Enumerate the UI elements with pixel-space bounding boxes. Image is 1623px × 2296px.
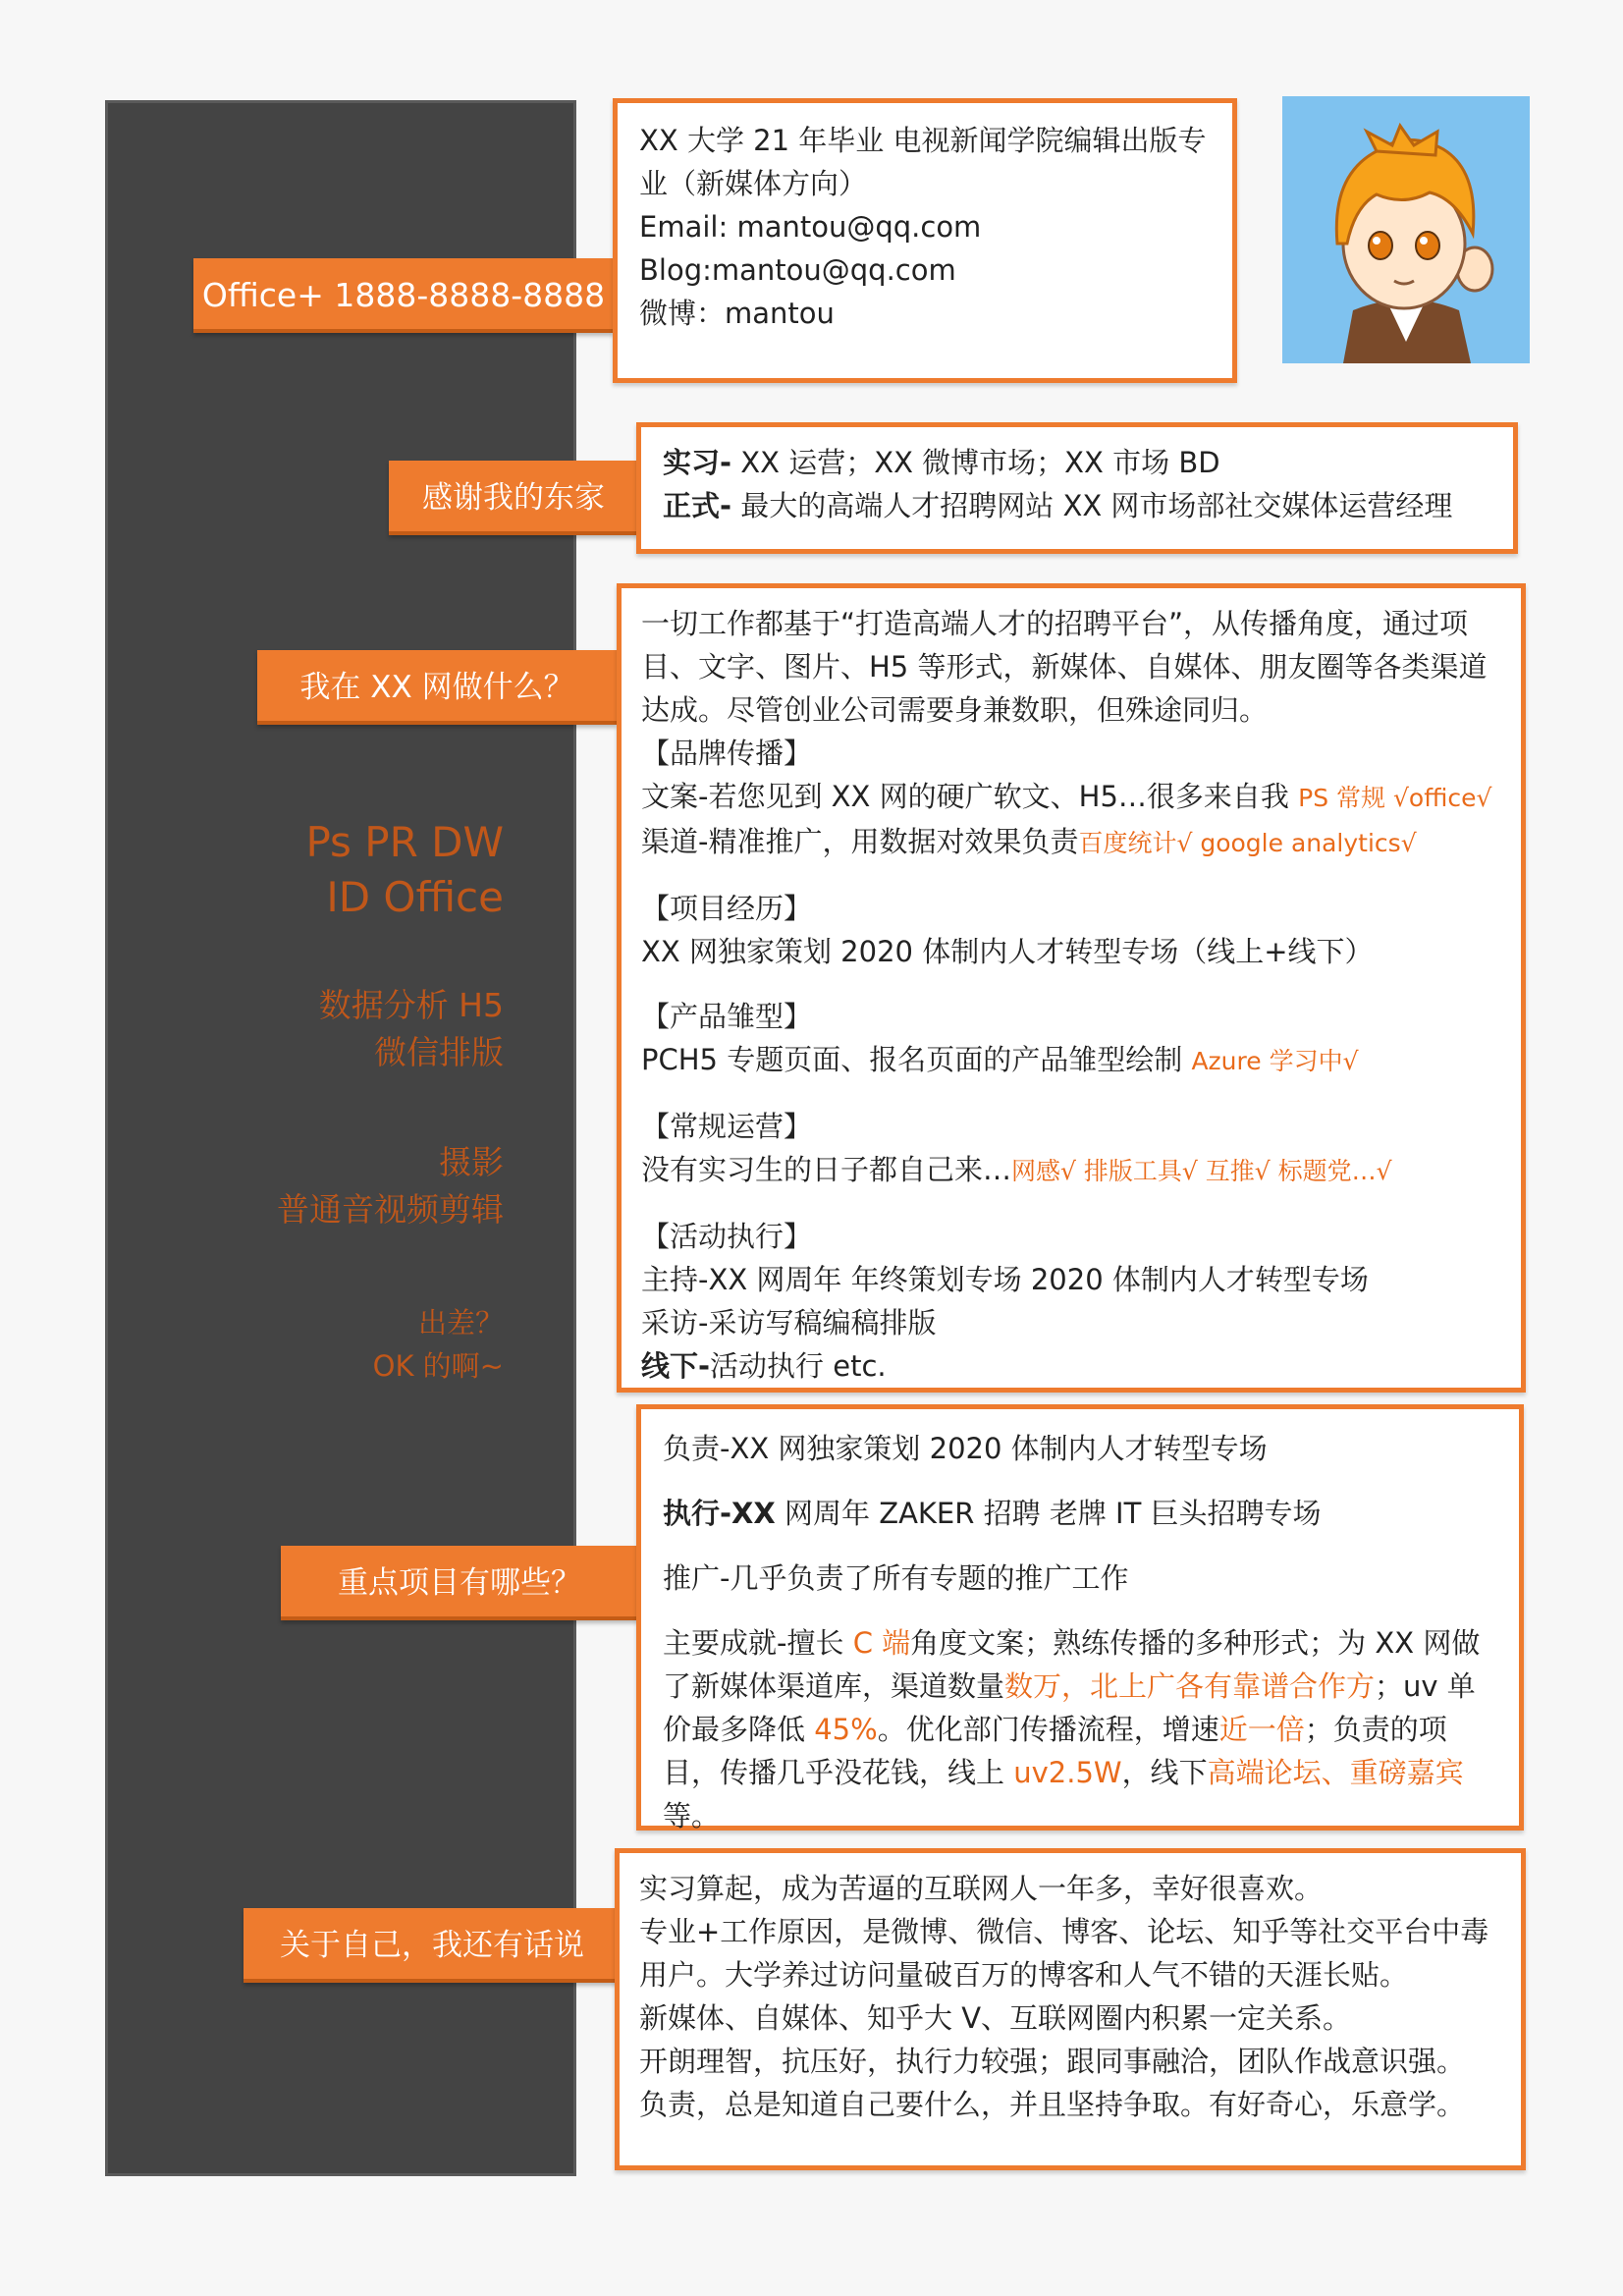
intern-row <box>663 441 1491 484</box>
brand-line-2 <box>641 820 1501 865</box>
about-line-2: 专业+工作原因，是微博、微信、博客、论坛、知乎等社交平台中毒用户。大学养过访问量破百万的博客和人气不错的天涯长贴。 <box>639 1915 1489 1992</box>
ach-g: 。优化部门传播流程，增速 <box>877 1713 1219 1746</box>
tag-projects: 重点项目有哪些？ <box>281 1546 638 1620</box>
skills-travel <box>373 1301 504 1388</box>
ach-c: 角度文案；熟练传播的多种形式；为 XX 网做了新媒体渠道库，渠道数量 <box>663 1626 1481 1703</box>
sidebar-panel <box>105 100 576 2176</box>
ach-k: ，线下 <box>1121 1756 1208 1789</box>
about-line-5: 负责，总是知道自己要什么，并且坚持争取。有好奇心，乐意学。 <box>639 2088 1466 2121</box>
event-line-1: 主持-XX 网周年 年终策划专场 2020 体制内人才转型专场 <box>641 1263 1369 1296</box>
tag-about: 关于自己，我还有话说 <box>243 1908 621 1983</box>
tag-work: 我在 XX 网做什么？ <box>257 650 617 725</box>
ach-h: 近一倍 <box>1218 1713 1305 1746</box>
fulltime-label: 正式- <box>663 489 732 522</box>
projects-box <box>636 1404 1524 1831</box>
ach-b: C 端 <box>852 1626 911 1660</box>
intern-label: 实习- <box>663 446 732 479</box>
event-heading: 【活动执行】 <box>641 1220 813 1253</box>
prototype-line-1-skills: Azure 学习中√ <box>1191 1047 1359 1075</box>
event-line-2: 采访-采访写稿编稿排版 <box>641 1306 937 1339</box>
work-intro: 一切工作都基于“打造高端人才的招聘平台”，从传播角度，通过项目、文字、图片、H5 等形式，新媒体、自媒体、朋友圈等各类渠道达成。尽管创业公司需要身兼数职，但殊途同归。 <box>641 607 1488 727</box>
event-line-3 <box>641 1344 1501 1388</box>
project-item-3: 推广-几乎负责了所有专题的推广工作 <box>663 1561 1129 1595</box>
brand-line-1 <box>641 775 1501 820</box>
email-text: Email: mantou@qq.com <box>639 210 982 244</box>
about-line-4: 开朗理智，抗压好，执行力较强；跟同事融洽，团队作战意识强。 <box>639 2045 1466 2078</box>
skills-data-line1: 数据分析 H5 <box>318 986 504 1024</box>
blog-text: Blog:mantou@qq.com <box>639 253 956 287</box>
office-phone-tag: Office+ 1888-8888-8888 <box>193 258 614 333</box>
project-heading: 【项目经历】 <box>641 892 813 925</box>
skills-travel-line2: OK 的啊~ <box>372 1349 504 1383</box>
prototype-heading: 【产品雏型】 <box>641 1000 813 1033</box>
ops-line-1-text: 没有实习生的日子都自己来… <box>641 1153 1012 1186</box>
ops-heading: 【常规运营】 <box>641 1110 813 1143</box>
brand-line-1-skills: PS 常规 √office√ <box>1298 784 1492 812</box>
about-box <box>615 1848 1526 2170</box>
weibo-text: 微博：mantou <box>639 297 835 330</box>
ach-l: 高端论坛、重磅嘉宾 <box>1207 1756 1464 1789</box>
avatar-illustration <box>1282 96 1530 363</box>
avatar <box>1282 96 1530 363</box>
project-item-2 <box>663 1492 1497 1535</box>
prototype-line-1-text: PCH5 专题页面、报名页面的产品雏型绘制 <box>641 1043 1192 1076</box>
prototype-line-1 <box>641 1038 1501 1083</box>
education-text: XX 大学 21 年毕业 电视新闻学院编辑出版专业（新媒体方向） <box>639 124 1207 200</box>
brand-line-1-text: 文案-若您见到 XX 网的硬广软文、H5…很多来自我 <box>641 780 1299 813</box>
ach-i: ；负责的项目，传播几乎没花钱，线上 <box>663 1713 1447 1789</box>
skills-data <box>319 982 504 1076</box>
ach-j: uv2.5W <box>1013 1756 1122 1789</box>
achievements-text <box>663 1621 1497 1837</box>
about-line-1: 实习算起，成为苦逼的互联网人一年多，幸好很喜欢。 <box>639 1872 1324 1905</box>
project-item-1: 负责-XX 网独家策划 2020 体制内人才转型专场 <box>663 1432 1268 1465</box>
ach-d: 数万，北上广各有靠谱合作方 <box>1004 1669 1376 1703</box>
project-item-2-text: 网周年 ZAKER 招聘 老牌 IT 巨头招聘专场 <box>775 1497 1322 1530</box>
tag-thanks: 感谢我的东家 <box>389 461 638 535</box>
ach-a: 主要成就-擅长 <box>663 1626 853 1660</box>
fulltime-row <box>663 484 1491 527</box>
event-line-3-label: 线下- <box>641 1349 711 1383</box>
project-line-1: XX 网独家策划 2020 体制内人才转型专场（线上+线下） <box>641 935 1374 968</box>
work-box <box>617 583 1526 1393</box>
skills-data-line2: 微信排版 <box>374 1033 504 1071</box>
ach-f: 45% <box>814 1713 878 1746</box>
brand-heading: 【品牌传播】 <box>641 737 813 770</box>
employers-box <box>636 422 1518 554</box>
skills-travel-line1: 出差？ <box>417 1306 504 1339</box>
brand-line-2-skills: 百度统计√ google analytics√ <box>1078 829 1417 857</box>
profile-box <box>613 98 1237 383</box>
skills-tools <box>305 815 504 925</box>
ops-line-1-skills: 网感√ 排版工具√ 互推√ 标题党…√ <box>1011 1157 1392 1185</box>
skills-media <box>277 1139 504 1233</box>
brand-line-2-text: 渠道-精准推广，用数据对效果负责 <box>641 825 1079 858</box>
skills-tools-line2: ID Office <box>326 873 504 921</box>
intern-text: XX 运营；XX 微博市场；XX 市场 BD <box>731 446 1220 479</box>
ops-line-1 <box>641 1148 1501 1193</box>
skills-tools-line1: Ps PR DW <box>305 818 504 866</box>
skills-media-line2: 普通音视频剪辑 <box>277 1190 504 1229</box>
event-line-3-text: 活动执行 etc. <box>710 1349 887 1383</box>
ach-e: ；uv 单价最多降低 <box>663 1669 1476 1746</box>
project-item-2-label: 执行-XX <box>663 1497 776 1530</box>
skills-media-line1: 摄影 <box>439 1143 504 1181</box>
ach-m: 等。 <box>663 1799 721 1832</box>
about-line-3: 新媒体、自媒体、知乎大 V、互联网圈内积累一定关系。 <box>639 2001 1352 2035</box>
fulltime-text: 最大的高端人才招聘网站 XX 网市场部社交媒体运营经理 <box>731 489 1453 522</box>
